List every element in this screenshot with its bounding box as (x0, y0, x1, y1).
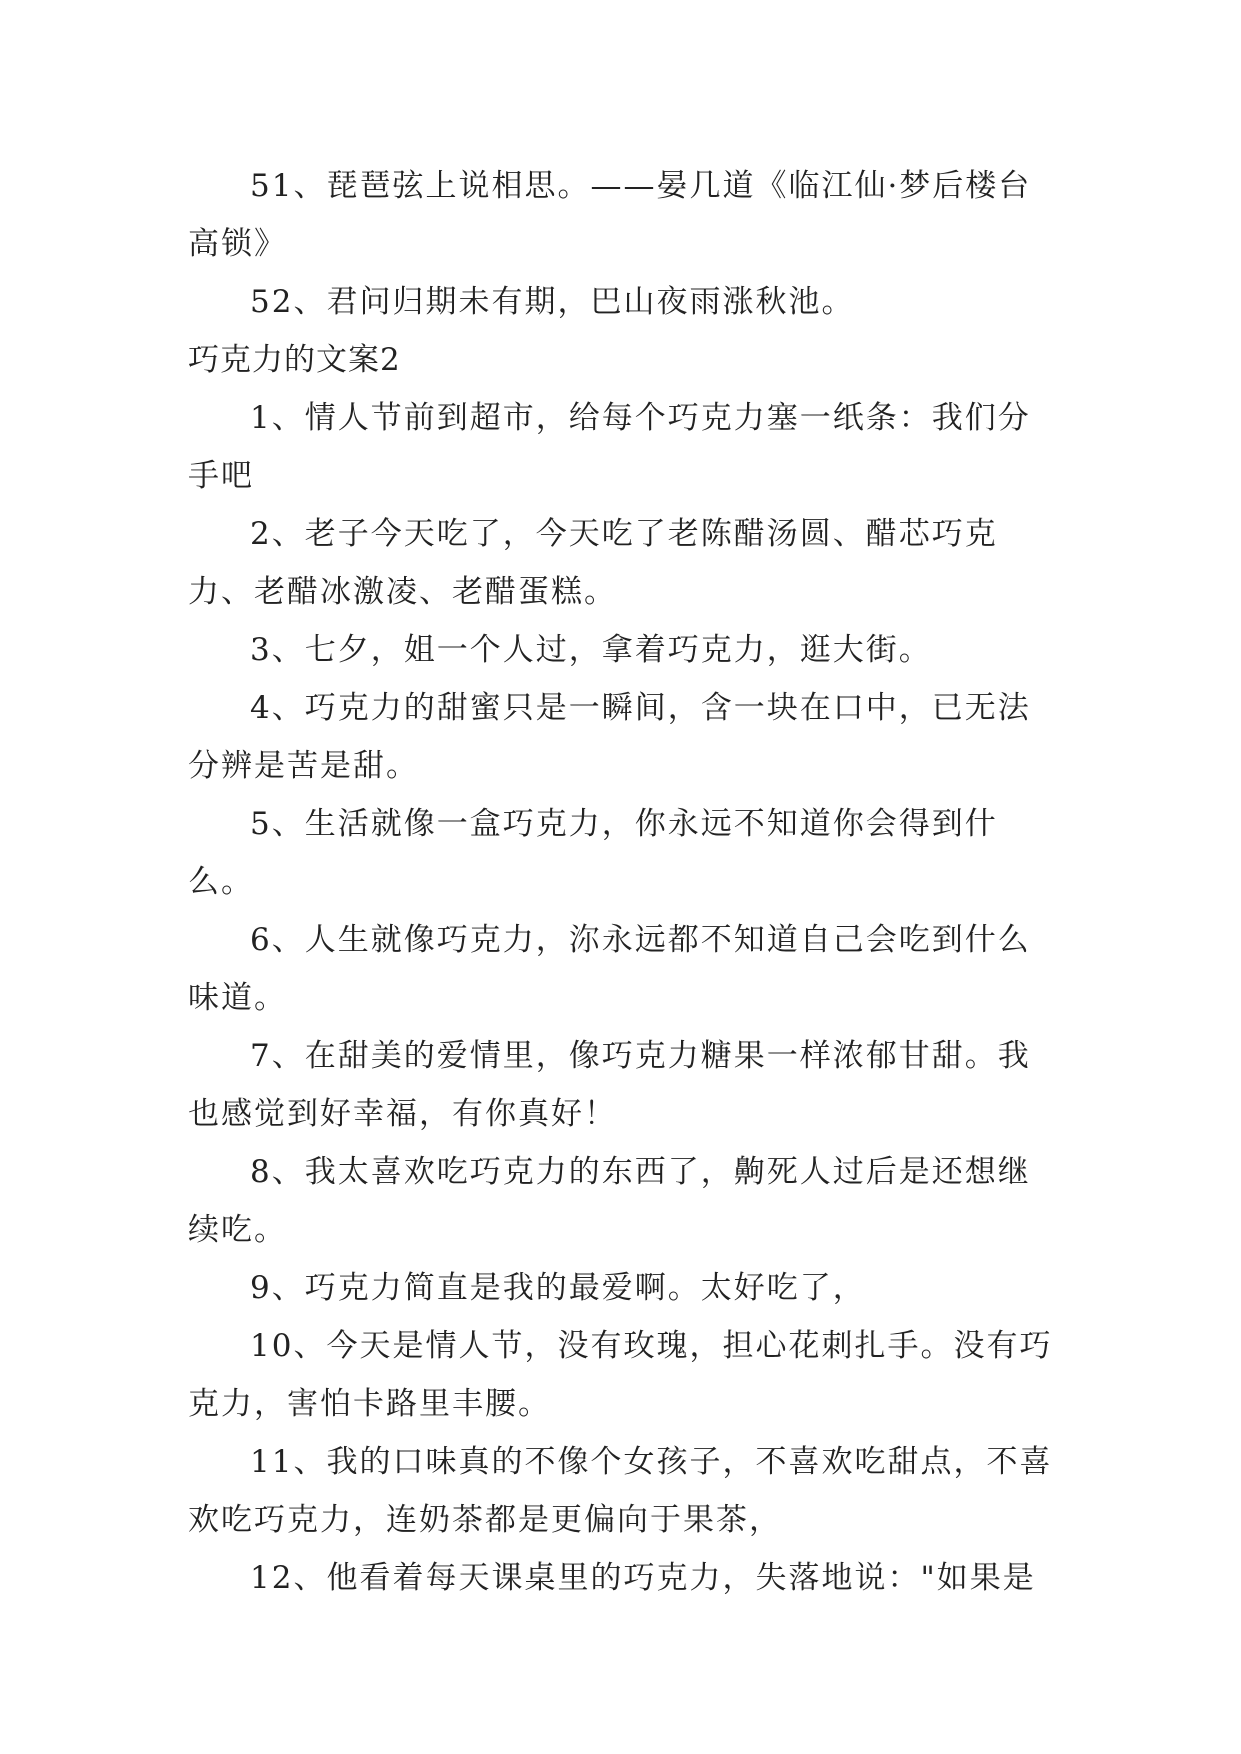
paragraph-10: 10、今天是情人节，没有玫瑰，担心花刺扎手。没有巧克力，害怕卡路里丰腰。 (188, 1328, 1053, 1422)
paragraph-1: 1、情人节前到超市，给每个巧克力塞一纸条：我们分手吧 (188, 400, 1031, 494)
paragraph-8: 8、我太喜欢吃巧克力的东西了，齁死人过后是还想继续吃。 (188, 1154, 1031, 1248)
paragraph-11: 11、我的口味真的不像个女孩子，不喜欢吃甜点，不喜欢吃巧克力，连奶茶都是更偏向于果茶， (188, 1444, 1053, 1538)
paragraph-12: 12、他看着每天课桌里的巧克力，失落地说："如果是 (250, 1560, 1036, 1596)
paragraph-4: 4、巧克力的甜蜜只是一瞬间，含一块在口中，已无法分辨是苦是甜。 (188, 690, 1031, 784)
paragraph-7: 7、在甜美的爱情里，像巧克力糖果一样浓郁甘甜。我也感觉到好幸福，有你真好！ (188, 1038, 1031, 1132)
paragraph-9: 9、巧克力简直是我的最爱啊。太好吃了， (250, 1270, 866, 1306)
paragraph-5: 5、生活就像一盒巧克力，你永远不知道你会得到什么。 (188, 806, 998, 900)
paragraph-2: 2、老子今天吃了，今天吃了老陈醋汤圆、醋芯巧克力、老醋冰激凌、老醋蛋糕。 (188, 516, 998, 610)
paragraph-52: 52、君问归期未有期，巴山夜雨涨秋池。 (250, 284, 855, 320)
paragraph-3: 3、七夕，姐一个人过，拿着巧克力，逛大街。 (250, 632, 932, 668)
paragraph-6: 6、人生就像巧克力，沵永远都不知道自己会吃到什么味道。 (188, 922, 1031, 1016)
document-body (188, 157, 1058, 1607)
section-heading: 巧克力的文案2 (188, 342, 401, 378)
paragraph-51: 51、琵琶弦上说相思。——晏几道《临江仙·梦后楼台高锁》 (188, 168, 1032, 262)
